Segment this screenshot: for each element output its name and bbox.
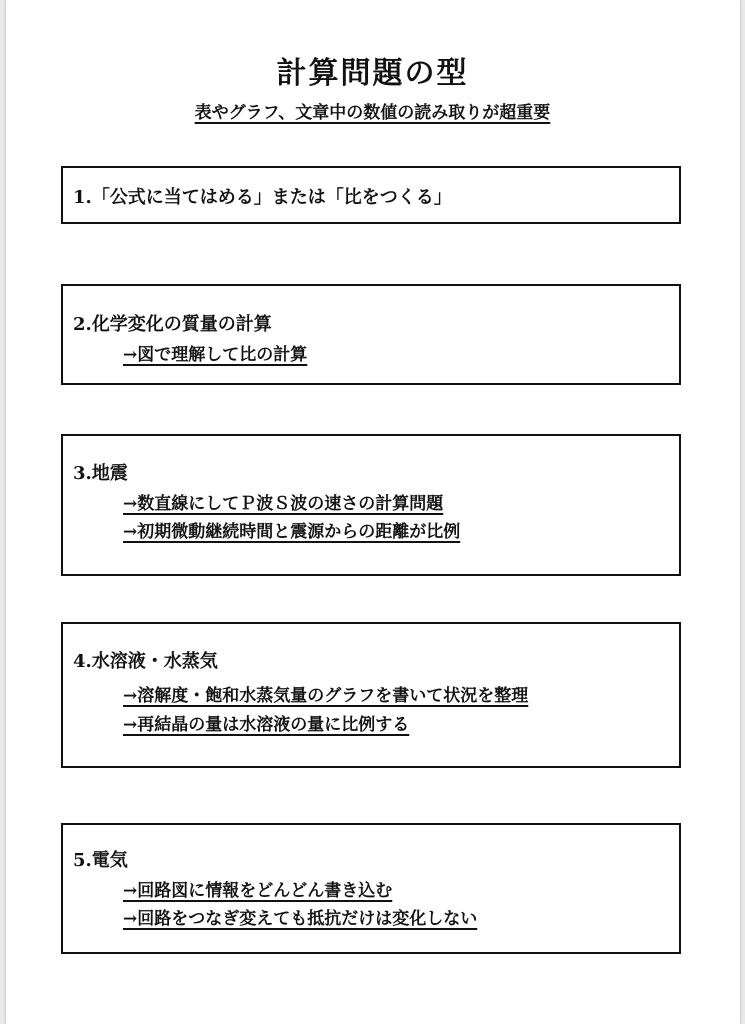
section-line: →回路図に情報をどんどん書き込む (123, 881, 393, 901)
section-line: →再結晶の量は水溶液の量に比例する (123, 715, 410, 735)
section-box-2 (61, 284, 681, 385)
section-box-3 (61, 434, 681, 576)
section-line: →溶解度・飽和水蒸気量のグラフを書いて状況を整理 (123, 686, 529, 706)
section-box-1 (61, 166, 681, 224)
section-line: →初期微動継続時間と震源からの距離が比例 (123, 522, 461, 542)
section-box-5 (61, 823, 681, 954)
section-line: →回路をつなぎ変えても抵抗だけは変化しない (123, 909, 478, 929)
section-heading: 5.電気 (73, 850, 128, 871)
subtitle-text: 表やグラフ、文章中の数値の読み取りが超重要 (194, 103, 551, 123)
section-heading: 1.「公式に当てはめる」または「比をつくる」 (73, 187, 452, 208)
section-heading: 4.水溶液・水蒸気 (73, 651, 218, 672)
page-title: 計算問題の型 (276, 56, 469, 91)
section-line: →図で理解して比の計算 (123, 345, 308, 365)
section-box-4 (61, 622, 681, 768)
section-heading: 2.化学変化の質量の計算 (73, 314, 272, 335)
section-heading: 3.地震 (73, 463, 128, 484)
page-subtitle (0, 98, 745, 123)
section-line: →数直線にしてＰ波Ｓ波の速さの計算問題 (123, 494, 444, 514)
